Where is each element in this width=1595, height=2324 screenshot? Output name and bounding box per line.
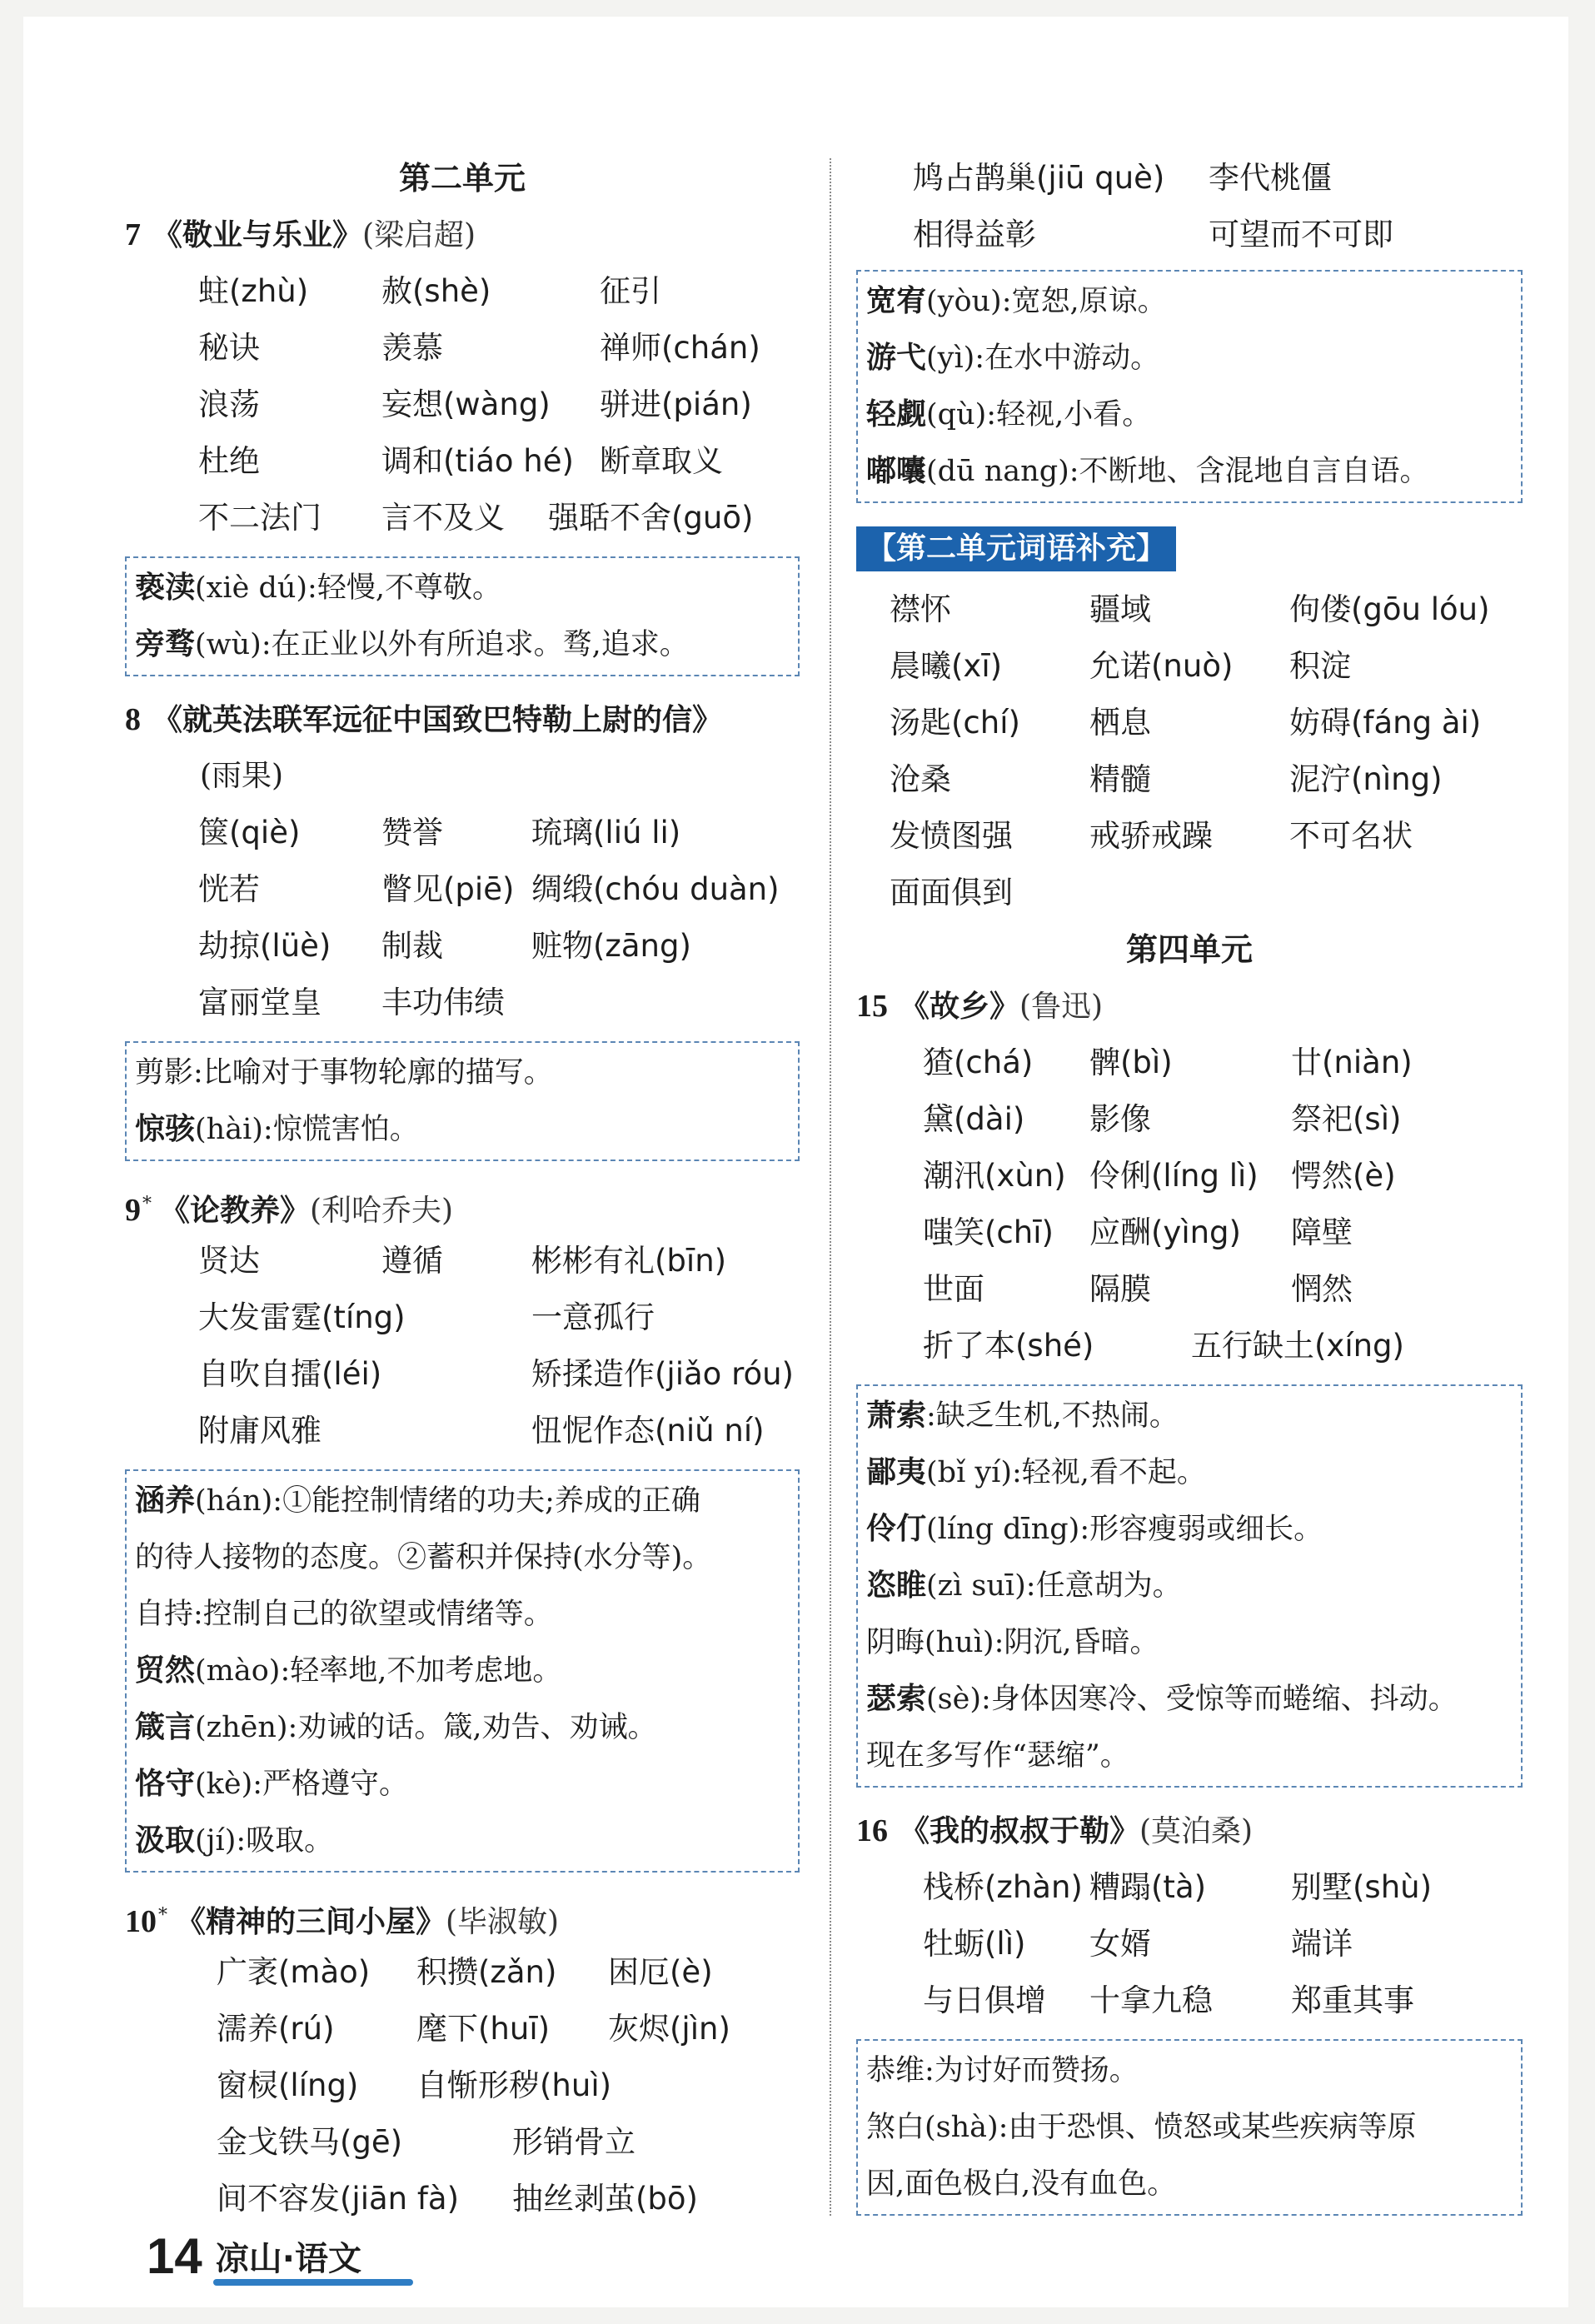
vocab-word: 世面 — [923, 1271, 984, 1307]
column-divider — [830, 158, 831, 2216]
footer-swoosh — [213, 2279, 413, 2286]
lesson-title: 《就英法联军远征中国致巴特勒上尉的信》 — [152, 702, 723, 737]
definition: 嘟囔(dū nang):不断地、含混地自言自语。 — [866, 454, 1429, 488]
vocab-word: 可望而不可即 — [1209, 217, 1393, 252]
vocab-word: 贤达 — [198, 1243, 260, 1279]
vocab-row — [125, 433, 800, 490]
page-number: 14 — [147, 2228, 202, 2284]
vocab-word: 栈桥(zhàn) — [923, 1869, 1083, 1905]
vocab-word: 端详 — [1291, 1926, 1353, 1962]
vocab-row — [125, 861, 800, 918]
vocab-row — [856, 751, 1523, 808]
vocab-row — [125, 320, 800, 377]
vocab-row — [856, 1091, 1523, 1148]
lesson-8-heading — [125, 691, 800, 748]
vocab-word: 濡养(rú) — [217, 2011, 335, 2047]
vocab-row — [856, 638, 1523, 695]
vocab-row — [856, 150, 1523, 207]
vocab-word: 不可名状 — [1289, 818, 1413, 854]
vocab-word: 发愤图强 — [890, 818, 1013, 854]
vocab-word: 障壁 — [1291, 1214, 1353, 1250]
vocab-row — [856, 1859, 1523, 1916]
vocab-word: 不二法门 — [198, 500, 321, 536]
lesson-author: (鲁迅) — [1019, 990, 1104, 1024]
vocab-word: 忸怩作态(niǔ ní) — [531, 1413, 765, 1449]
definition-box — [856, 2039, 1523, 2216]
vocab-row — [856, 207, 1523, 263]
vocab-word: 十拿九稳 — [1089, 1982, 1213, 2018]
vocab-row — [125, 2114, 800, 2171]
vocab-word: 强聒不舍(guō) — [548, 500, 754, 536]
lesson-title: 《故乡》 — [900, 989, 1020, 1024]
lesson-number: 7 — [125, 217, 141, 252]
vocab-word: 灰烬(jìn) — [608, 2011, 730, 2047]
vocab-row — [856, 865, 1523, 921]
vocab-row — [856, 1204, 1523, 1261]
vocab-row — [125, 918, 800, 975]
optional-lesson-mark: * — [158, 1905, 167, 1926]
definition: 瑟索(sè):身体因寒冷、受惊等而蜷缩、抖动。 — [866, 1682, 1458, 1716]
vocab-word: 绸缎(chóu duàn) — [531, 871, 780, 907]
vocab-word: 黛(dài) — [923, 1101, 1025, 1137]
definition-box — [125, 556, 800, 676]
vocab-row — [125, 975, 800, 1031]
vocab-word: 抽丝剥茧(bō) — [512, 2181, 698, 2217]
vocab-row — [856, 1261, 1523, 1318]
vocab-word: 赃物(zāng) — [531, 928, 691, 964]
vocab-word: 髀(bì) — [1089, 1045, 1173, 1080]
vocab-word: 赦(shè) — [381, 273, 491, 309]
vocab-word: 劫掠(lüè) — [198, 928, 331, 964]
vocab-word: 自惭形秽(huì) — [416, 2067, 612, 2103]
definition: 箴言(zhēn):劝诫的话。箴,劝告、劝诫。 — [135, 1710, 657, 1744]
vocab-word: 广袤(mào) — [217, 1954, 371, 1990]
vocab-row — [125, 2001, 800, 2057]
lesson-number: 9 — [125, 1193, 141, 1228]
vocab-row — [856, 1972, 1523, 2029]
vocab-row — [125, 2171, 800, 2227]
vocab-word: 五行缺土(xíng) — [1191, 1328, 1404, 1364]
page-footer — [147, 2227, 361, 2294]
vocab-word: 别墅(shù) — [1291, 1869, 1433, 1905]
vocab-word: 沧桑 — [890, 761, 951, 797]
definition: 鄙夷(bǐ yí):轻视,看不起。 — [866, 1455, 1206, 1489]
vocab-word: 影像 — [1089, 1101, 1151, 1137]
definition: 自持:控制自己的欲望或情绪等。 — [135, 1598, 553, 1631]
vocab-word: 牡蛎(lì) — [923, 1926, 1026, 1962]
vocab-row — [856, 1916, 1523, 1972]
vocab-word: 遵循 — [381, 1243, 443, 1279]
unit-2-title: 第二单元 — [398, 159, 526, 197]
definition: 阴晦(huì):阴沉,昏暗。 — [866, 1626, 1159, 1659]
supplement-heading: 【第二单元词语补充】 — [856, 526, 1176, 571]
vocab-word: 一意孤行 — [531, 1299, 655, 1335]
vocab-word: 赞誉 — [381, 815, 443, 850]
definition: 伶仃(líng dīng):形容瘦弱或细长。 — [866, 1512, 1323, 1546]
lesson-number: 15 — [856, 989, 888, 1024]
lesson-title: 《论教养》 — [160, 1193, 311, 1228]
vocab-row — [125, 2057, 800, 2114]
vocab-row — [856, 808, 1523, 865]
vocab-word: 祭祀(sì) — [1291, 1101, 1402, 1137]
lesson-author: (雨果) — [200, 759, 284, 793]
vocab-word: 制裁 — [381, 928, 443, 964]
definition: 旁骛(wù):在正业以外有所追求。骛,追求。 — [135, 627, 689, 661]
vocab-word: 间不容发(jiān fà) — [217, 2181, 460, 2217]
vocab-row — [125, 263, 800, 320]
vocab-word: 羡慕 — [381, 330, 443, 366]
vocab-row — [125, 377, 800, 433]
vocab-word: 窗棂(líng) — [217, 2067, 359, 2103]
vocab-word: 襟怀 — [890, 591, 951, 627]
vocab-word: 鸠占鹊巢(jiū què) — [913, 160, 1165, 196]
vocab-word: 形销骨立 — [512, 2124, 636, 2160]
definition: 涵养(hán):①能控制情绪的功夫;养成的正确 — [135, 1484, 700, 1518]
lesson-15-heading — [856, 978, 1523, 1035]
lesson-number: 8 — [125, 702, 141, 737]
vocab-word: 妨碍(fáng ài) — [1289, 705, 1482, 741]
vocab-word: 愕然(è) — [1291, 1158, 1396, 1194]
vocab-word: 面面俱到 — [890, 875, 1013, 910]
definition: 的待人接物的态度。②蓄积并保持(水分等)。 — [135, 1541, 712, 1574]
vocab-word: 积攒(zǎn) — [416, 1954, 557, 1990]
vocab-word: 折了本(shé) — [923, 1328, 1094, 1364]
lesson-7-heading — [125, 207, 800, 263]
lesson-16-heading — [856, 1803, 1523, 1859]
vocab-word: 精髓 — [1089, 761, 1151, 797]
definition: 萧索:缺乏生机,不热闹。 — [866, 1399, 1179, 1433]
vocab-row — [125, 490, 800, 546]
vocab-word: 积淀 — [1289, 648, 1351, 684]
lesson-title: 《我的叔叔于勒》 — [900, 1813, 1140, 1848]
vocab-word: 隔膜 — [1089, 1271, 1151, 1307]
vocab-word: 允诺(nuò) — [1089, 648, 1234, 684]
vocab-word: 彬彬有礼(bīn) — [531, 1243, 727, 1279]
vocab-word: 佝偻(gōu lóu) — [1289, 591, 1490, 627]
vocab-row — [125, 1944, 800, 2001]
vocab-row — [856, 1318, 1523, 1374]
vocab-word: 戒骄戒躁 — [1089, 818, 1213, 854]
vocab-word: 女婿 — [1089, 1926, 1151, 1962]
lesson-9-heading — [125, 1176, 800, 1233]
vocab-row — [856, 1035, 1523, 1091]
lesson-author: (梁启超) — [362, 218, 476, 252]
vocab-word: 金戈铁马(gē) — [217, 2124, 403, 2160]
definition: 宽宥(yòu):宽恕,原谅。 — [866, 284, 1167, 318]
vocab-word: 琉璃(liú li) — [531, 815, 681, 850]
definition-box — [856, 270, 1523, 503]
definition-box — [125, 1469, 800, 1873]
vocab-word: 晨曦(xī) — [890, 648, 1003, 684]
vocab-word: 妄想(wàng) — [381, 387, 551, 422]
vocab-word: 附庸风雅 — [198, 1413, 321, 1449]
optional-lesson-mark: * — [142, 1194, 152, 1214]
vocab-row — [856, 1148, 1523, 1204]
definition: 恣睢(zì suī):任意胡为。 — [866, 1568, 1182, 1603]
vocab-word: 嗤笑(chī) — [923, 1214, 1054, 1250]
vocab-word: 矫揉造作(jiǎo róu) — [531, 1356, 794, 1392]
vocab-word: 征引 — [600, 273, 661, 309]
vocab-word: 瞥见(piē) — [381, 871, 515, 907]
definition: 亵渎(xiè dú):轻慢,不尊敬。 — [135, 571, 501, 605]
lesson-author: (毕淑敏) — [446, 1905, 560, 1939]
vocab-word: 箧(qiè) — [198, 815, 301, 850]
vocab-word: 汤匙(chí) — [890, 705, 1020, 741]
vocab-word: 骈进(pián) — [600, 387, 752, 422]
lesson-number: 16 — [856, 1813, 888, 1848]
vocab-word: 言不及义 — [381, 500, 505, 536]
right-column — [856, 150, 1523, 2231]
lesson-author: (利哈乔夫) — [310, 1194, 454, 1228]
vocab-word: 疆域 — [1089, 591, 1151, 627]
vocab-row — [856, 695, 1523, 751]
vocab-row — [125, 1346, 800, 1403]
lesson-author: (莫泊桑) — [1139, 1814, 1254, 1848]
vocab-word: 惘然 — [1291, 1271, 1353, 1307]
vocab-word: 禅师(chán) — [600, 330, 760, 366]
vocab-word: 与日俱增 — [923, 1982, 1046, 2018]
vocab-word: 泥泞(nìng) — [1289, 761, 1443, 797]
vocab-word: 杜绝 — [198, 443, 260, 479]
vocab-word: 富丽堂皇 — [198, 985, 321, 1020]
vocab-row — [856, 581, 1523, 638]
vocab-row — [125, 1289, 800, 1346]
definition: 剪影:比喻对于事物轮廓的描写。 — [135, 1056, 553, 1090]
definition: 煞白(shà):由于恐惧、愤怒或某些疾病等原 — [866, 2111, 1417, 2144]
vocab-word: 栖息 — [1089, 705, 1151, 741]
definition: 游弋(yì):在水中游动。 — [866, 341, 1160, 375]
vocab-word: 调和(tiáo hé) — [381, 443, 574, 479]
vocab-word: 断章取义 — [600, 443, 723, 479]
vocab-row — [125, 805, 800, 861]
left-column — [125, 150, 800, 2227]
definition: 恪守(kè):严格遵守。 — [135, 1767, 409, 1801]
vocab-word: 相得益彰 — [913, 217, 1036, 252]
definition: 恭维:为讨好而赞扬。 — [866, 2054, 1139, 2087]
lesson-10-heading — [125, 1888, 800, 1944]
vocab-word: 大发雷霆(tíng) — [198, 1299, 406, 1335]
definition-box — [856, 1384, 1523, 1788]
definition: 因,面色极白,没有血色。 — [866, 2167, 1177, 2201]
vocab-word: 廿(niàn) — [1291, 1045, 1413, 1080]
book-title: 凉山·语文 — [215, 2240, 361, 2278]
lesson-number: 10 — [125, 1904, 157, 1939]
vocab-word: 自吹自擂(léi) — [198, 1356, 382, 1392]
unit-4-title: 第四单元 — [1125, 930, 1253, 968]
vocab-word: 秘诀 — [198, 330, 260, 366]
vocab-word: 猹(chá) — [923, 1045, 1034, 1080]
definition-box — [125, 1041, 800, 1161]
vocab-word: 潮汛(xùn) — [923, 1158, 1066, 1194]
vocab-word: 郑重其事 — [1291, 1982, 1414, 2018]
definition: 现在多写作“瑟缩”。 — [866, 1739, 1129, 1773]
vocab-word: 恍若 — [198, 871, 260, 907]
vocab-word: 糟蹋(tà) — [1089, 1869, 1207, 1905]
vocab-word: 丰功伟绩 — [381, 985, 505, 1020]
vocab-word: 应酬(yìng) — [1089, 1214, 1241, 1250]
definition: 汲取(jí):吸取。 — [135, 1823, 334, 1858]
lesson-title: 《精神的三间小屋》 — [176, 1904, 446, 1939]
definition: 轻觑(qù):轻视,小看。 — [866, 397, 1152, 431]
vocab-word: 困厄(è) — [608, 1954, 713, 1990]
vocab-word: 麾下(huī) — [416, 2011, 551, 2047]
definition: 惊骇(hài):惊慌害怕。 — [135, 1112, 419, 1146]
vocab-word: 伶俐(líng lì) — [1089, 1158, 1259, 1194]
vocab-word: 蛀(zhù) — [198, 273, 309, 309]
lesson-title: 《敬业与乐业》 — [152, 217, 363, 252]
page — [23, 17, 1568, 2307]
vocab-row — [125, 1233, 800, 1289]
vocab-row — [125, 1403, 800, 1459]
vocab-word: 浪荡 — [198, 387, 260, 422]
definition: 贸然(mào):轻率地,不加考虑地。 — [135, 1653, 562, 1688]
vocab-word: 李代桃僵 — [1209, 160, 1332, 196]
